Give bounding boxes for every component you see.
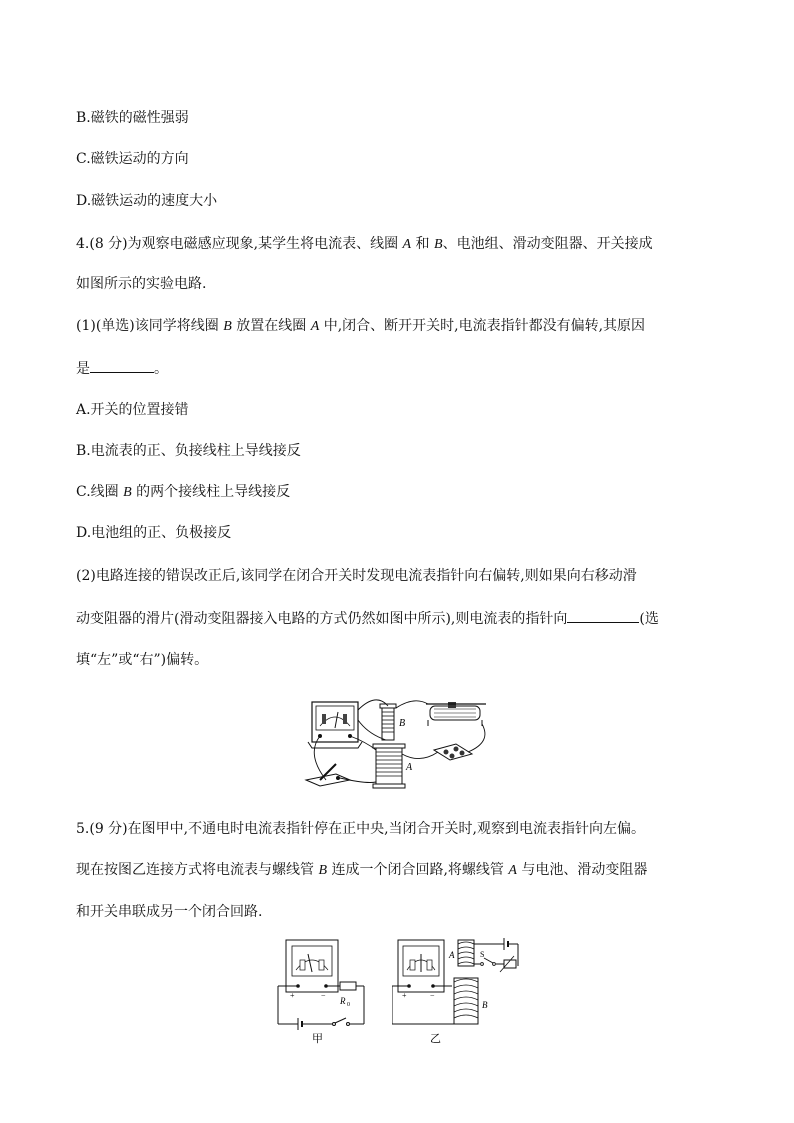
- q4-part1-line1: [76, 316, 734, 337]
- q4-intro-text-b: 、电池组、滑动变阻器、开关接成: [442, 236, 653, 252]
- q4-intro-text-a: 4.(8 分)为观察电磁感应现象,某学生将电流表、线圈: [76, 236, 403, 252]
- minus-sign: −: [321, 991, 326, 1000]
- coil-a-icon: [373, 744, 405, 788]
- q4-intro-line2: 如图所示的实验电路.: [76, 276, 207, 292]
- q4-option-c: [76, 482, 734, 503]
- label-a: A: [449, 950, 455, 960]
- option-c-prev: C.磁铁运动的方向: [76, 151, 189, 167]
- solenoid-a-icon: [458, 940, 474, 966]
- label-r: R: [340, 996, 346, 1006]
- minus-sign: −: [430, 991, 435, 1000]
- battery-icon: [434, 744, 472, 760]
- q4-option-b: B.电流表的正、负接线柱上导线接反: [76, 443, 301, 459]
- q5-line3: 和开关串联成另一个闭合回路.: [76, 904, 263, 920]
- battery-icon: [298, 1018, 302, 1030]
- q4-intro-line1: [76, 234, 734, 255]
- switch-icon: [306, 764, 350, 786]
- q4-p2-a: 动变阻器的滑片(滑动变阻器接入电路的方式仍然如图中所示),则电流表的指针向: [76, 611, 568, 627]
- figure-jia: [274, 936, 370, 1048]
- q5-solenoid-b: B: [318, 863, 328, 878]
- q4-opt-c-b: 的两个接线柱上导线接反: [131, 484, 291, 500]
- q4-p1-c: 中,闭合、断开开关时,电流表指针都没有偏转,其原因: [319, 318, 646, 334]
- q4-p1-d: 是: [76, 361, 90, 377]
- fig-label-b: B: [399, 718, 406, 729]
- solenoid-b-icon: [454, 978, 478, 1024]
- ammeter-icon: [398, 940, 444, 992]
- q4-part1-line2: [76, 358, 734, 379]
- option-d-prev: D.磁铁运动的速度大小: [76, 193, 218, 209]
- q4-p1-b: 放置在线圈: [231, 318, 311, 334]
- q4-coil-b: B: [434, 237, 443, 252]
- figure-yi: [392, 936, 528, 1048]
- q4-p1-coil-b: B: [223, 319, 232, 334]
- q4-part2-line2: [76, 608, 734, 629]
- fig-label-a: A: [406, 762, 413, 773]
- q4-p1-coil-a: A: [310, 319, 320, 334]
- rheostat-icon: [426, 702, 486, 726]
- label-b: B: [482, 1000, 488, 1010]
- q5-line1: 5.(9 分)在图甲中,不通电时电流表指针停在正中央,当闭合开关时,观察到电流表指针向左偏。: [76, 821, 645, 837]
- q4-and: 和: [411, 236, 435, 252]
- answer-blank-1[interactable]: [90, 358, 154, 373]
- ammeter-icon: [308, 702, 362, 748]
- q4-part2-line3: 填“左”或“右”)偏转。: [76, 652, 209, 668]
- q4-p1-e: 。: [154, 361, 168, 377]
- q5-line2: [76, 860, 734, 881]
- q4-part2-line1: (2)电路连接的错误改正后,该同学在闭合开关时发现电流表指针向右偏转,则如果向右移动滑: [76, 568, 637, 584]
- q4-coil-a: A: [402, 237, 412, 252]
- resistor-icon: [340, 982, 356, 990]
- ammeter-icon: [286, 940, 338, 992]
- q5-line2-c: 与电池、滑动变阻器: [516, 862, 648, 878]
- coil-b-icon: [380, 704, 396, 740]
- label-s: S: [480, 950, 485, 959]
- q5-solenoid-a: A: [508, 863, 517, 878]
- switch-icon: [333, 1018, 350, 1026]
- q4-p2-b: (选: [639, 611, 659, 627]
- switch-icon: [481, 958, 496, 965]
- q4-circuit-figure: [296, 694, 496, 790]
- q5-line2-a: 现在按图乙连接方式将电流表与螺线管: [76, 862, 319, 878]
- figure-label-jia: 甲: [312, 1033, 323, 1045]
- q5-line2-b: 连成一个闭合回路,将螺线管: [327, 862, 509, 878]
- q4-option-a: A.开关的位置接错: [76, 402, 189, 418]
- q4-opt-c-a: C.线圈: [76, 484, 124, 500]
- q4-opt-c-coil-b: B: [123, 485, 132, 500]
- plus-sign: +: [290, 991, 295, 1000]
- plus-sign: +: [402, 991, 407, 1000]
- q4-option-d: D.电池组的正、负极接反: [76, 525, 232, 541]
- battery-icon: [504, 938, 508, 950]
- answer-blank-2[interactable]: [567, 608, 639, 623]
- q4-p1-a: (1)(单选)该同学将线圈: [76, 318, 224, 334]
- figure-label-yi: 乙: [430, 1033, 441, 1045]
- label-r-subscript: 0: [347, 1002, 350, 1008]
- option-b-prev: B.磁铁的磁性强弱: [76, 110, 189, 126]
